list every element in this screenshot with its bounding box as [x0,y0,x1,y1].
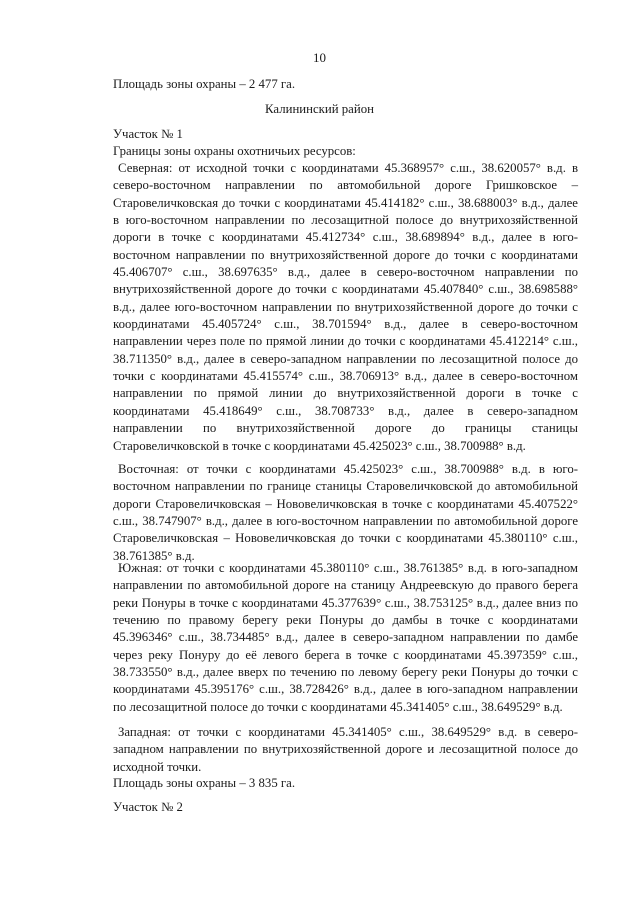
south-boundary-text: Южная: от точки с координатами 45.380110° с.ш., 38.761385° в.д. в юго-западном направлении по автомобильной дороге на станицу Андреевскую до правого берега реки Понуры в точке с координатами 45.377639° с.ш., 38.753125° в.д., далее вниз по течению по правому берегу реки Понуры до дамбы в точке с координатами 45.396346° с.ш., 38.734485° в.д., далее в северо-западном направлении по дамбе через реку Понуру до её левого берега в точке с координатами 45.397359° с.ш., 38.733550° в.д., далее вверх по течению по левому берегу реки Понуры до точки с координатами 45.395176° с.ш., 38.728426° в.д., далее в юго-западном направлении по лесозащитной полосе до точки с координатами 45.341405° с.ш., 38.649529° в.д. [113,561,578,714]
boundaries-heading: Границы зоны охраны охотничьих ресурсов: [113,144,356,158]
north-boundary-text: Северная: от исходной точки с координатами 45.368957° с.ш., 38.620057° в.д. в северо-восточном направлении по автомобильной дороге Гришковское – Старовеличковская до точки с координатами 45.414182° с.ш., 38.688003° в.д., далее в юго-восточном направлении по лесозащитной полосе до внутрихозяйственной дороги в точке с координатами 45.412734° с.ш., 38.689894° в.д., далее в юго-восточном направлении по внутрихозяйственной дороге до точки с координатами 45.406707° с.ш., 38.697635° в.д., далее в северо-восточном направлении по внутрихозяйственной дороге до точки с координатами 45.407840° с.ш., 38.698588° в.д., далее юго-восточном направлении по внутрихозяйственной дороге до точки с координатами 45.405724° с.ш., 38.701594° в.д., далее в северо-восточном направлении через поле по прямой линии до точки с координатами 45.412214° с.ш., 38.711350° в.д., далее в северо-западном направлении по лесозащитной полосе до точки с координатами 45.415574° с.ш., 38.706913° в.д., далее в северо-восточном направлении по прямой линии до внутрихозяйственной дороги в точке с координатами 45.418649° с.ш., 38.708733° в.д., далее в северо-западном направлении по внутрихозяйственной дороге до границы станицы Старовеличковской в точке с координатами 45.425023° с.ш., 38.700988° в.д. [113,161,578,453]
area-line-2: Площадь зоны охраны – 3 835 га. [113,776,296,790]
area-line-1: Площадь зоны охраны – 2 477 га. [113,77,296,91]
west-boundary-text: Западная: от точки с координатами 45.341405° с.ш., 38.649529° в.д. в северо-западном направлении по внутрихозяйственной дороге и лесозащитной полосе до исходной точки. [113,725,578,774]
page-number: 10 [313,50,326,65]
section-1-title: Участок № 1 [113,127,183,141]
district-heading: Калининский район [265,102,374,116]
section-2-title: Участок № 2 [113,800,183,814]
east-boundary-text: Восточная: от точки с координатами 45.425023° с.ш., 38.700988° в.д. в юго-восточном направлении по границе станицы Старовеличковской до автомобильной дороги Старовеличковская – Нововеличковская в точке с координатами 45.407522° с.ш., 38.747907° в.д., далее в юго-восточном направлении по автомобильной дороге Старовеличковская – Нововеличковская до точки с координатами 45.380110° с.ш., 38.761385° в.д. [113,462,578,563]
